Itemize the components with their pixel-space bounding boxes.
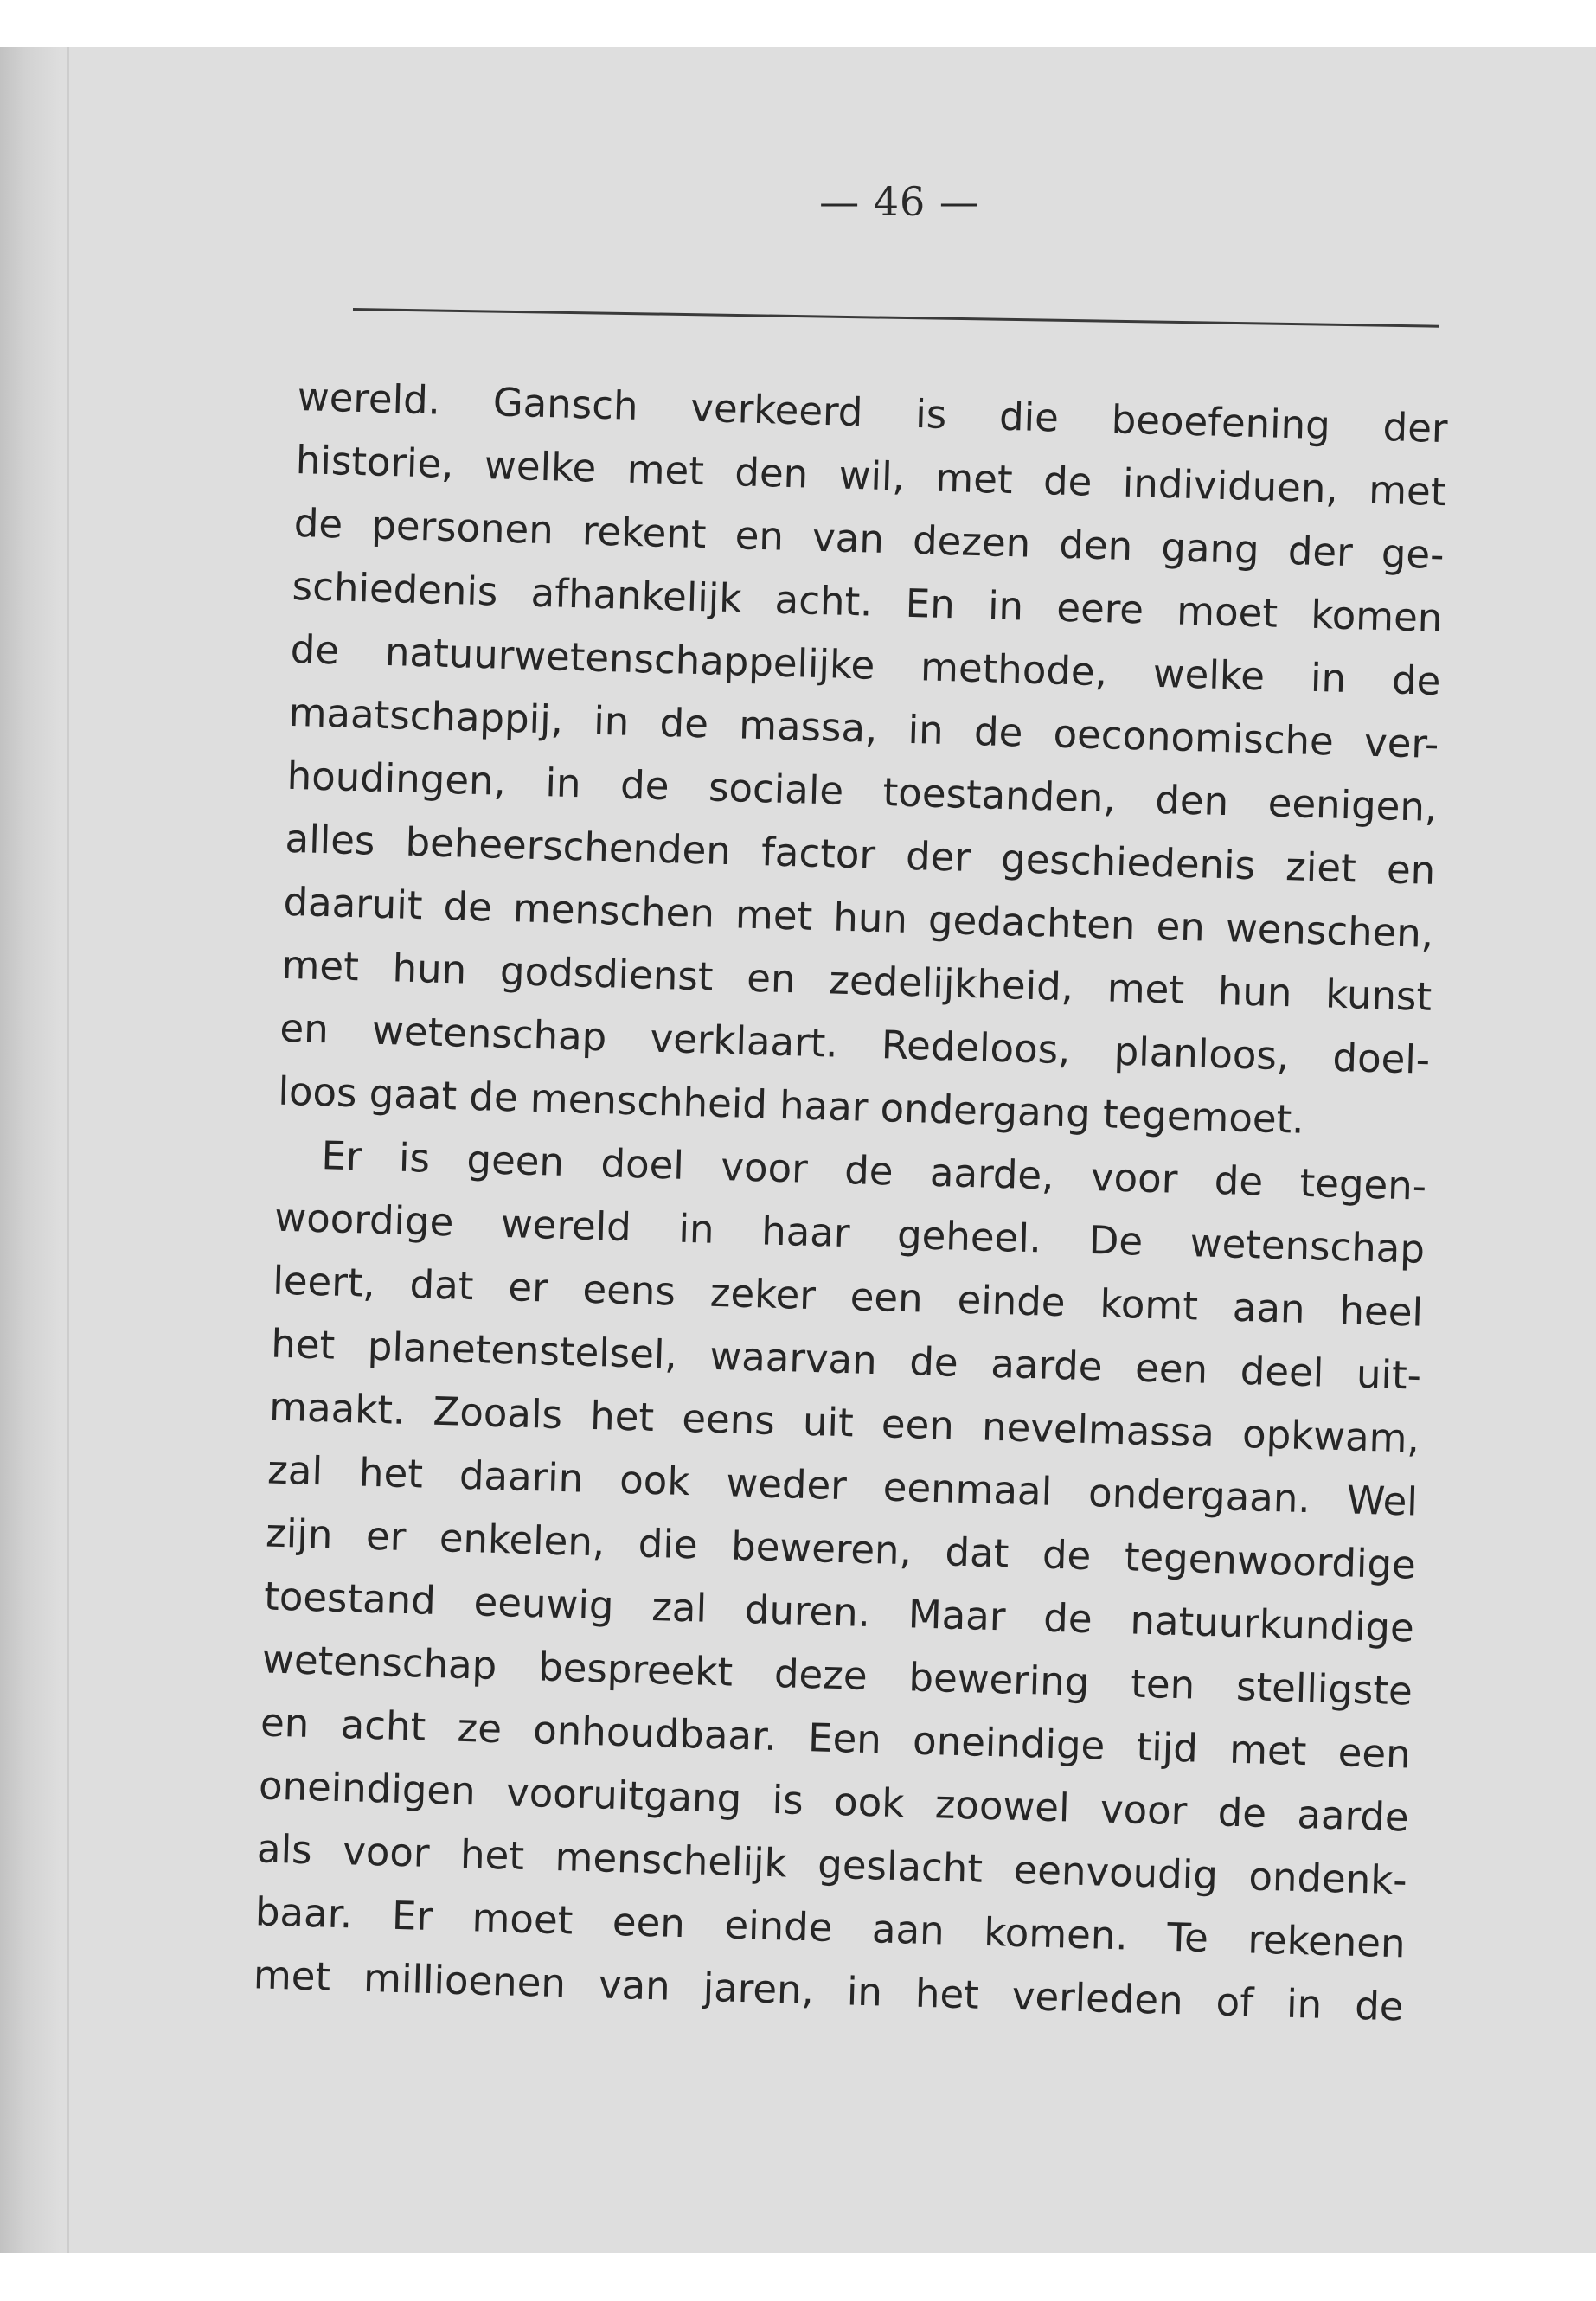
text-line: wetenschap bespreekt deze bewering ten stelligste <box>261 1636 1413 1715</box>
text-line: schiedenis afhankelijk acht. En in eere moet komen <box>292 562 1444 642</box>
text-line: woordige wereld in haar geheel. De wetenschap <box>273 1194 1426 1272</box>
text-line: als voor het menschelijk geslacht eenvoudig ondenk- <box>256 1825 1408 1904</box>
scanned-page <box>0 47 1596 2253</box>
text-line: maatschappij, in de massa, in de oeconomische ver- <box>288 689 1440 767</box>
page-edge-line <box>67 47 69 2253</box>
text-line: de natuurwetenschappelijke methode, welke in de <box>290 625 1442 704</box>
text-line: en wetenschap verklaart. Redeloos, planloos, doel- <box>279 1004 1431 1083</box>
text-line: zal het daarin ook weder eenmaal ondergaan. Wel <box>266 1446 1419 1525</box>
text-line: met millioenen van jaren, in het verleden of in de <box>253 1952 1405 2030</box>
text-line: zijn er enkelen, die beweren, dat de tegenwoordige <box>265 1509 1417 1588</box>
text-line: loos gaat de menschheid haar ondergang tegemoet. <box>277 1067 1305 1143</box>
text-line: maakt. Zooals het eens uit een nevelmassa opkwam, <box>268 1383 1420 1462</box>
body-text <box>251 365 1449 2109</box>
text-line: houdingen, in de sociale toestanden, den eenigen, <box>286 752 1438 830</box>
text-line: leert, dat er eens zeker een einde komt aan heel <box>272 1257 1424 1336</box>
text-line: en acht ze onhoudbaar. Een oneindige tijd met een <box>260 1699 1412 1778</box>
text-line: historie, welke met den wil, met de individuen, met <box>295 436 1447 516</box>
text-line: wereld. Gansch verkeerd is die beoefening der <box>297 373 1449 452</box>
text-line: met hun godsdienst en zedelijkheid, met hun kunst <box>280 941 1433 1020</box>
page-edge-shadow <box>0 47 61 2253</box>
text-line: de personen rekent en van dezen den gang der ge- <box>293 499 1445 579</box>
text-line: Er is geen doel voor de aarde, voor de tegen- <box>320 1132 1427 1209</box>
page-number: — 46 — <box>819 178 980 225</box>
text-line: het planetenstelsel, waarvan de aarde een deel uit- <box>270 1320 1422 1399</box>
text-line: baar. Er moet een einde aan komen. Te rekenen <box>254 1888 1407 1967</box>
text-line: alles beheerschenden factor der geschiedenis ziet en <box>284 815 1436 894</box>
text-line: oneindigen vooruitgang is ook zoowel voor de aarde <box>258 1762 1410 1841</box>
header-rule <box>353 308 1439 328</box>
text-line: daaruit de menschen met hun gedachten en wenschen, <box>282 878 1434 957</box>
text-line: toestand eeuwig zal duren. Maar de natuurkundige <box>263 1573 1415 1651</box>
